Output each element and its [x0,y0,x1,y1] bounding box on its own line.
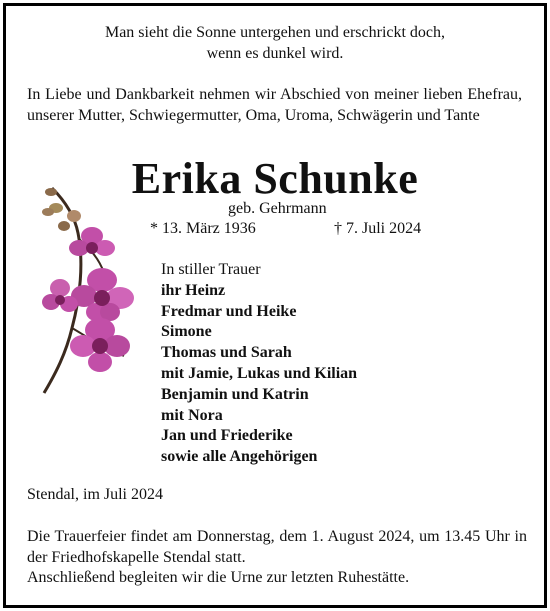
motto [6,22,544,64]
mourner-name: Simone [161,323,212,341]
mourner-name: Fredmar und Heike [161,302,297,320]
deceased-name: Erika Schunke [131,154,419,203]
mourner-name: sowie alle Angehörigen [161,448,318,466]
maiden-name: geb. Gehrmann [228,200,327,217]
intro-text: In Liebe und Dankbarkeit nehmen wir Abschied von meiner lieben Ehefrau, unserer Mutter, Schwiegermutter, Oma, Uroma, Schwägerin und Tante [27,86,522,124]
funeral-service-info [27,527,527,589]
orchid-image [34,178,144,400]
birth-date: * 13. März 1936 [150,220,256,237]
mourners-list [161,260,357,468]
mourner-name: mit Nora [161,406,223,424]
mourner-name: Jan und Friederike [161,427,293,445]
death-date: † 7. Juli 2024 [334,220,422,237]
obituary-notice [3,3,547,608]
service-text: Anschließend begleiten wir die Urne zur letzten Ruhestätte. [27,569,410,586]
mourner-name: mit Jamie, Lukas und Kilian [161,364,358,382]
mourner-name: Thomas und Sarah [161,344,292,362]
service-text: Die Trauerfeier findet am Donnerstag, dem 1. August 2024, um 13.45 Uhr in der Friedhofskapelle Stendal statt. [27,528,527,566]
mourners-intro: In stiller Trauer [161,261,261,278]
mourner-name: Benjamin und Katrin [161,385,309,403]
mourner-name: ihr Heinz [161,281,226,299]
motto-line: wenn es dunkel wird. [206,45,344,62]
place-date: Stendal, im Juli 2024 [27,486,163,503]
motto-line: Man sieht die Sonne untergehen und erschrickt doch, [104,24,446,41]
